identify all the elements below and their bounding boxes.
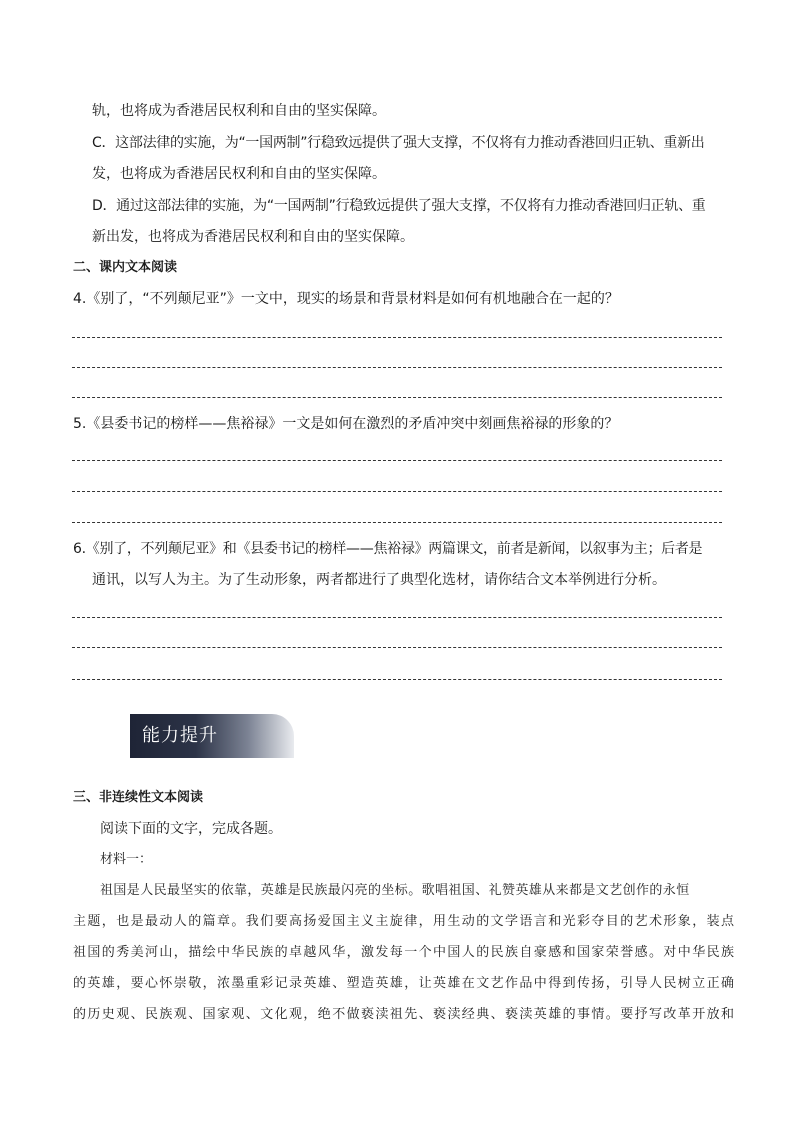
question-6-line1: 6.《别了，不列颠尼亚》和《县委书记的榜样——焦裕禄》两篇课文，前者是新闻，以叙事为主；后者是 bbox=[73, 541, 703, 557]
question-6-line2: 通讯，以写人为主。为了生动形象，两者都进行了典型化选材，请你结合文本举例进行分析。 bbox=[92, 572, 666, 588]
reading-instruction: 阅读下面的文字，完成各题。 bbox=[100, 821, 282, 837]
question-4: 4.《别了，“不列颠尼亚”》一文中，现实的场景和背景材料是如何有机地融合在一起的？ bbox=[73, 291, 619, 307]
banner-label: 能力提升 bbox=[142, 725, 218, 746]
answer-line[interactable] bbox=[72, 647, 722, 648]
option-c-line2: 发，也将成为香港居民权利和自由的坚实保障。 bbox=[92, 166, 386, 182]
material-text-line: 的历史观、民族观、国家观、文化观，绝不做亵渎祖先、亵渎经典、亵渎英雄的事情。要抒写改革开放和 bbox=[73, 1007, 736, 1022]
answer-line[interactable] bbox=[72, 679, 722, 680]
answer-line[interactable] bbox=[72, 337, 722, 338]
answer-line[interactable] bbox=[72, 522, 722, 523]
material-text-line: 祖国是人民最坚实的依靠，英雄是民族最闪亮的坐标。歌唱祖国、礼赞英雄从来都是文艺创作的永恒 bbox=[100, 883, 690, 898]
option-c-line1: C．这部法律的实施，为“一国两制”行稳致远提供了强大支撑，不仅将有力推动香港回归正轨、重新出 bbox=[92, 135, 705, 151]
answer-line[interactable] bbox=[72, 491, 722, 492]
material-text-line: 的英雄，要心怀崇敬，浓墨重彩记录英雄、塑造英雄，让英雄在文艺作品中得到传扬，引导人民树立正确 bbox=[73, 976, 736, 991]
material-text-line: 祖国的秀美河山，描绘中华民族的卓越风华，激发每一个中国人的民族自豪感和国家荣誉感。对中华民族 bbox=[73, 945, 736, 960]
answer-line[interactable] bbox=[72, 397, 722, 398]
section-heading-non-continuous-reading: 三、非连续性文本阅读 bbox=[73, 790, 204, 805]
ability-improvement-banner bbox=[130, 714, 294, 758]
option-d-line1: D．通过这部法律的实施，为“一国两制”行稳致远提供了强大支撑，不仅将有力推动香港回归正轨、重 bbox=[92, 198, 706, 214]
answer-line[interactable] bbox=[72, 617, 722, 618]
answer-line[interactable] bbox=[72, 460, 722, 461]
answer-line[interactable] bbox=[72, 367, 722, 368]
option-continuation-line: 轨，也将成为香港居民权利和自由的坚实保障。 bbox=[92, 103, 386, 119]
section-heading-in-class-reading: 二、课内文本阅读 bbox=[73, 260, 178, 275]
material-label: 材料一： bbox=[100, 852, 153, 867]
question-5: 5.《县委书记的榜样——焦裕禄》一文是如何在激烈的矛盾冲突中刻画焦裕禄的形象的？ bbox=[73, 416, 619, 432]
material-text-line: 主题，也是最动人的篇章。我们要高扬爱国主义主旋律，用生动的文学语言和光彩夺目的艺术形象，装点 bbox=[73, 914, 736, 929]
option-d-line2: 新出发，也将成为香港居民权利和自由的坚实保障。 bbox=[92, 229, 414, 245]
